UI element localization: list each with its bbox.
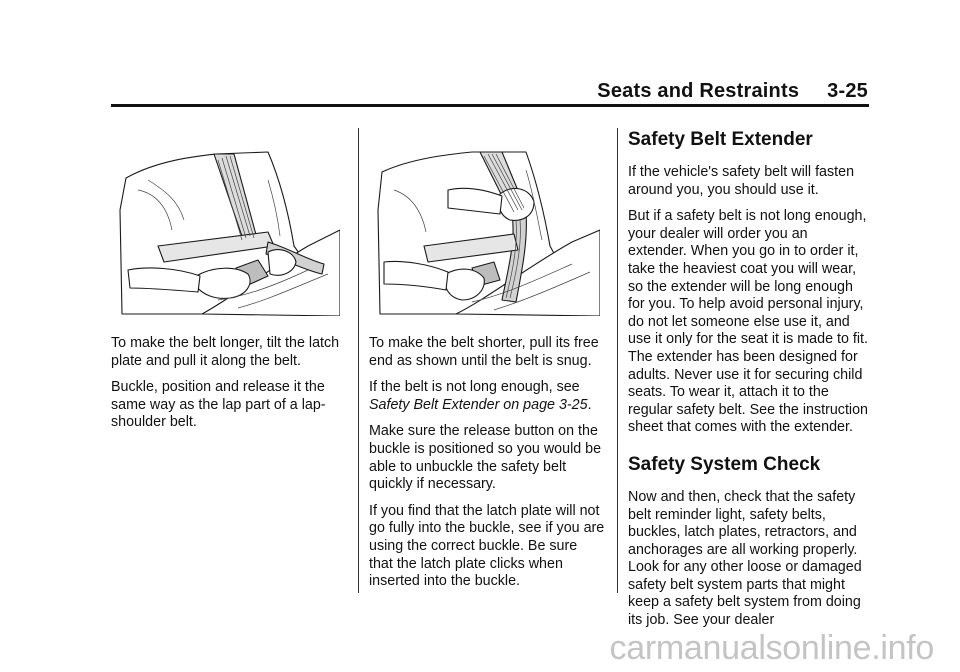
paragraph: Buckle, position and release it the same way as the lap part of a lap-shoulder belt. xyxy=(111,379,326,431)
section-heading: Safety Belt Extender xyxy=(628,129,813,150)
paragraph: Make sure the release button on the buckle is positioned so you would be able to unbuckle the safety belt quickly if necessary. xyxy=(369,423,602,493)
belt-longer-illustration xyxy=(118,150,340,316)
header-rule xyxy=(111,104,869,107)
paragraph xyxy=(369,379,605,414)
watermark: carmanualsonline.info xyxy=(609,629,934,667)
paragraph: Now and then, check that the safety belt reminder light, safety belts, buckles, latch plates, retractors, and anchorages are all working properly. Look for any other loose or damaged safety belt system parts that might keep a safety belt system from doing its job. See your dealer xyxy=(628,488,862,629)
section-heading: Safety System Check xyxy=(628,453,821,475)
paragraph-text: If the belt is not long enough, see xyxy=(369,379,580,396)
cross-reference-link[interactable]: Safety Belt Extender on page 3-25 xyxy=(369,396,588,413)
paragraph: To make the belt longer, tilt the latch plate and pull it along the belt. xyxy=(111,335,340,369)
paragraph: To make the belt shorter, pull its free end as shown until the belt is snug. xyxy=(369,335,599,369)
page-header xyxy=(597,80,868,103)
section-title: Seats and Restraints xyxy=(597,80,800,102)
column-2 xyxy=(369,335,605,600)
paragraph: But if a safety belt is not long enough, your dealer will order you an extender. When you go in to order it, take the heaviest coat you will wear, so the extender will be long enough for you. To help avoid personal injury, do not let someone else use it, and use it only for the seat it is made to fit. The extender has been designed for adults. Never use it for securing child seats. To wear it, attach it to the regular safety belt. See the instruction sheet that comes with the extender. xyxy=(628,208,869,436)
column-divider xyxy=(617,128,618,593)
paragraph: If the vehicle's safety belt will fasten around you, you should use it. xyxy=(628,164,855,198)
paragraph: If you find that the latch plate will not go fully into the buckle, see if you are using the correct buckle. Be sure that the latch plate clicks when inserted into the buckle. xyxy=(369,502,605,590)
paragraph-end: . xyxy=(587,396,592,413)
hand-shape xyxy=(196,268,250,298)
column-1 xyxy=(111,335,347,441)
belt-shorter-illustration xyxy=(376,150,600,316)
page-number: 3-25 xyxy=(827,80,868,102)
column-3 xyxy=(628,128,870,639)
column-divider xyxy=(358,128,359,593)
